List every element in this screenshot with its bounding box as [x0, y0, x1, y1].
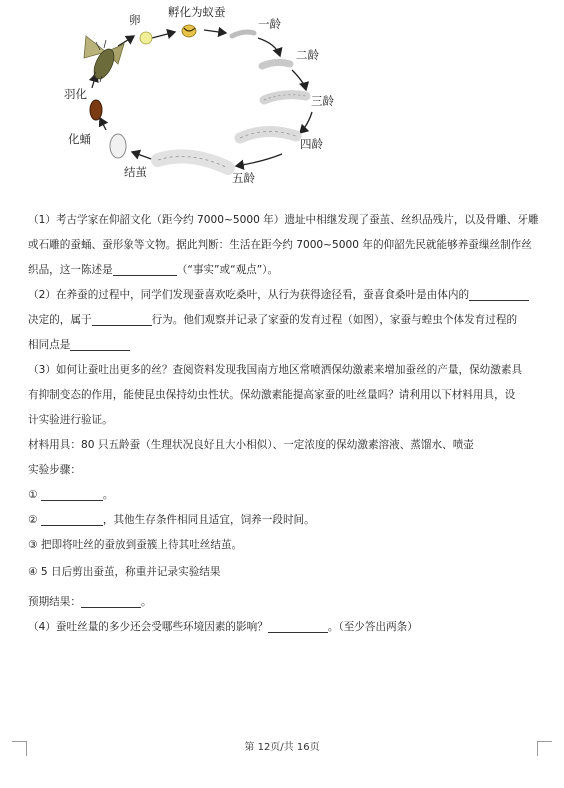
larva-instar1-icon	[232, 32, 254, 36]
step2-line	[28, 508, 315, 533]
hatchling-icon	[182, 25, 196, 37]
prediction-line	[28, 590, 152, 615]
q4-line	[28, 615, 418, 640]
step1-end: 。	[102, 489, 114, 501]
label-emerge: 羽化	[64, 87, 87, 101]
label-instar2: 二龄	[296, 48, 319, 62]
q1-text-a: 织品，这一陈述是	[28, 264, 113, 276]
q1-text-b: （“事实”或“观点”）。	[176, 264, 279, 276]
q4-text-a: （4）蚕吐丝量的多少还会受哪些环境因素的影响？	[28, 621, 268, 633]
larva-instar4-icon	[240, 131, 296, 138]
cocoon-icon	[110, 134, 126, 158]
moth-icon	[84, 36, 124, 82]
label-instar3: 三龄	[311, 94, 334, 108]
q2-text-a: （2）在养蚕的过程中，同学们发现蚕喜欢吃桑叶，从行为获得途径看，蚕喜食桑叶是由体内的	[28, 289, 470, 301]
label-cocoon: 结茧	[124, 165, 147, 179]
step1-line	[28, 483, 113, 508]
answer-blank-step2[interactable]	[41, 511, 103, 526]
q1-line1: （1）考古学家在仰韶文化（距今约 7000~5000 年）遗址中相继发现了蚕茧、丝织品残片，以及骨雕、牙雕	[28, 214, 539, 226]
larva-instar3-icon	[264, 95, 306, 100]
label-instar1: 一龄	[258, 17, 281, 31]
answer-blank-step1[interactable]	[41, 486, 103, 501]
prediction-end: 。	[140, 596, 152, 608]
q1-line3	[28, 258, 278, 283]
label-hatch: 孵化为蚁蚕	[168, 5, 226, 19]
step1-number: ①	[28, 489, 38, 501]
q1-line2: 或石雕的蚕蛹、蚕形象等文物。据此判断：生活在距今约 7000~5000 年的仰韶先民就能够养蚕缫丝制作丝	[28, 239, 532, 251]
pupa-icon	[90, 100, 102, 120]
q3-line3: 计实验进行验证。	[28, 414, 113, 426]
egg-icon	[140, 32, 152, 44]
q2-text-c: 行为。他们观察并记录了家蚕的发育过程（如图），家蚕与蝗虫个体发育过程的	[151, 314, 518, 326]
label-egg: 卵	[129, 13, 141, 27]
answer-blank-prediction[interactable]	[81, 593, 141, 608]
answer-blank-q4[interactable]	[268, 618, 328, 633]
step2-number: ②	[28, 514, 38, 526]
q2-text-d: 相同点是	[28, 339, 71, 351]
q2-text-b: 决定的，属于	[28, 314, 92, 326]
step4-line: ④ 5 日后剪出蚕茧，称重并记录实验结果	[28, 566, 221, 578]
step2-end: ，其他生存条件相同且适宜，饲养一段时间。	[102, 514, 315, 526]
steps-title: 实验步骤：	[28, 464, 81, 476]
answer-blank-q2-b[interactable]	[92, 311, 152, 326]
step3-line: ③ 把即将吐丝的蚕放到蚕簇上待其吐丝结茧。	[28, 539, 243, 551]
label-instar4: 四龄	[300, 137, 323, 151]
q4-text-b: 。（至少答出两条）	[327, 621, 418, 633]
q3-line1: （3）如何让蚕吐出更多的丝？查阅资料发现我国南方地区常喷洒保幼激素来增加蚕丝的产量，保幼激素具	[28, 364, 523, 376]
q2-line2	[28, 308, 517, 333]
larva-instar5-icon	[158, 156, 228, 168]
page-number: 第 12页/共 16页	[244, 742, 320, 753]
q3-line2: 有抑制变态的作用，能使昆虫保持幼虫性状。保幼激素能提高家蚕的吐丝量吗？请利用以下材料用具，设	[28, 389, 516, 401]
label-pupa: 化蛹	[68, 132, 91, 146]
larva-instar2-icon	[262, 62, 290, 66]
materials-line: 材料用具：80 只五龄蚕（生理状况良好且大小相似）、一定浓度的保幼激素溶液、蒸馏水、喷壶	[28, 439, 474, 451]
answer-blank-q1[interactable]	[113, 261, 177, 276]
prediction-label: 预期结果：	[28, 596, 81, 608]
q2-line1	[28, 283, 529, 308]
answer-blank-q2-c[interactable]	[70, 336, 130, 351]
answer-blank-q2-a[interactable]	[469, 286, 529, 301]
q2-line3	[28, 333, 130, 358]
silkworm-lifecycle-diagram	[0, 0, 564, 200]
label-instar5: 五龄	[232, 171, 255, 185]
